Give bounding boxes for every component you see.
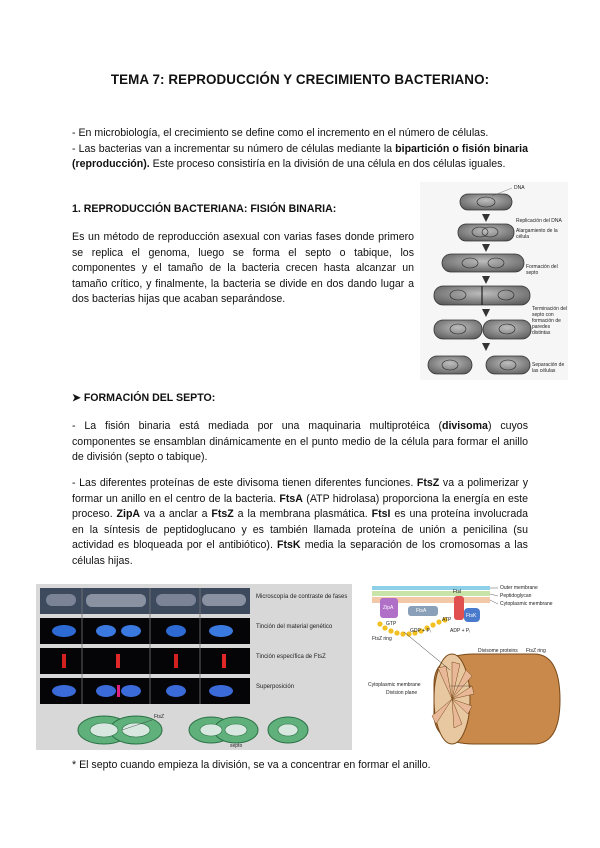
label-gdp: GDP + Pᵢ	[410, 628, 431, 634]
micrograph-svg	[36, 584, 352, 750]
septum-diagram	[364, 574, 564, 746]
label-elongation: Alargamiento de la célula	[516, 228, 558, 240]
section1-heading: 1. REPRODUCCIÓN BACTERIANA: FISIÓN BINARIA:	[72, 203, 337, 215]
cell-stage-6a	[428, 356, 472, 374]
label-septo-schematic: septo	[230, 743, 243, 749]
arrow-3	[482, 276, 490, 284]
label-cell-separation: Separación de las células	[532, 362, 565, 374]
label-peptidoglycan: Peptidoglycan	[500, 593, 532, 599]
label-septum-formation: Formación del septo	[526, 264, 558, 276]
cell-stage-2	[458, 224, 514, 241]
label-septum-completion: Terminación del septo con formación de paredes distintas	[532, 306, 568, 336]
label-cytoplasmic-membrane-top: Cytoplasmic membrane	[500, 601, 553, 607]
fission-diagram	[420, 182, 568, 380]
intro-line-1: - En microbiología, el crecimiento se define como el incremento en el número de células.	[72, 127, 489, 139]
label-dna-replication: Replicación del DNA	[516, 218, 562, 224]
ftsi-protein	[454, 596, 464, 620]
cell-stage-3	[442, 254, 524, 272]
section2-heading: ➤ FORMACIÓN DEL SEPTO:	[72, 392, 216, 404]
label-ftsz-ring-left: FtsZ ring	[372, 636, 392, 642]
micrograph-figure	[36, 584, 352, 750]
fission-diagram-svg	[420, 182, 568, 380]
arrow-2	[482, 244, 490, 252]
label-ftsa: FtsA	[416, 608, 427, 614]
cell-stage-6b	[486, 356, 530, 374]
label-dna-stain: Tinción del material genético	[256, 624, 333, 630]
label-ftsi: FtsI	[453, 589, 462, 595]
schematic-cells	[78, 716, 308, 744]
cell-stage-1	[460, 194, 512, 210]
cell-stage-5a	[434, 320, 482, 339]
label-outer-membrane: Outer membrane	[500, 585, 538, 591]
arrow-1	[482, 214, 490, 222]
label-dna: DNA	[514, 185, 525, 191]
label-phase-contrast: Microscopía de contraste de fases	[256, 594, 348, 600]
label-ftsz-schematic: FtsZ	[154, 714, 164, 720]
peptidoglycan-layer	[372, 591, 490, 596]
section2-paragraph-2: - Las diferentes proteínas de este divisoma tienen diferentes funciones. FtsZ va a polimerizar y formar un anillo en el centro de la bacteria. FtsA (ATP hidrolasa) proporciona la energía en este proceso. ZipA va a anclar a FtsZ a la membrana plasmática. FtsI es una proteína involucrada en la síntesis de peptidoglucano y es también llamada proteína de unión a penicilina (su actividad es bloqueada por el antibiótico). FtsK media la separación de los cromosomas a las células hijas.	[72, 477, 528, 567]
label-adp: ADP + Pᵢ	[450, 628, 471, 634]
outer-membrane	[372, 586, 490, 590]
intro-line-2: - Las bacterias van a incrementar su número de células mediante la bipartición o fisión binaria (reproducción). Este proceso consistiría en la división de una célula en dos células iguales.	[72, 142, 528, 171]
arrow-4	[482, 309, 490, 317]
label-ftsz-stain: Tinción específica de FtsZ	[256, 654, 326, 660]
section2-paragraph-1: - La fisión binaria está mediada por una maquinaria multiprotéica (divisoma) cuyos componentes se ensamblan dinámicamente en el punto medio de la célula para formar el anillo de división (septo o tabique).	[72, 420, 528, 464]
footnote: * El septo cuando empieza la división, se va a concentrar en formar el anillo.	[72, 759, 431, 771]
arrow-5	[482, 343, 490, 351]
label-ftsz-ring-right: FtsZ ring	[526, 648, 546, 654]
label-divisome-proteins: Divisome proteins	[478, 648, 518, 654]
label-atp: ATP	[442, 617, 452, 623]
section1-body: Es un método de reproducción asexual con varias fases donde primero se replica el genoma, luego se forma el septo o tabique, los componentes y el tamaño de la bacteria crecen hasta alcanzar un tamaño crítico, y finalmente, la bacteria se divide en dos dando lugar a dos bacterias hijas que acaban separándose.	[72, 231, 414, 306]
septum-diagram-svg	[364, 574, 564, 746]
cell-stage-5b	[483, 320, 531, 339]
label-cytoplasmic-membrane-bottom: Cytoplasmic membrane	[368, 682, 421, 688]
label-overlay: Superposición	[256, 684, 295, 690]
row-ftsz-stain	[40, 648, 250, 674]
page-title: TEMA 7: REPRODUCCIÓN Y CRECIMIENTO BACTERIANO:	[110, 72, 490, 87]
intro-text	[72, 126, 528, 173]
label-gtp: GTP	[386, 621, 397, 627]
label-ftsk: FtsK	[466, 613, 477, 619]
label-division-plane: Division plane	[386, 690, 418, 696]
label-zipa: ZipA	[383, 605, 394, 611]
